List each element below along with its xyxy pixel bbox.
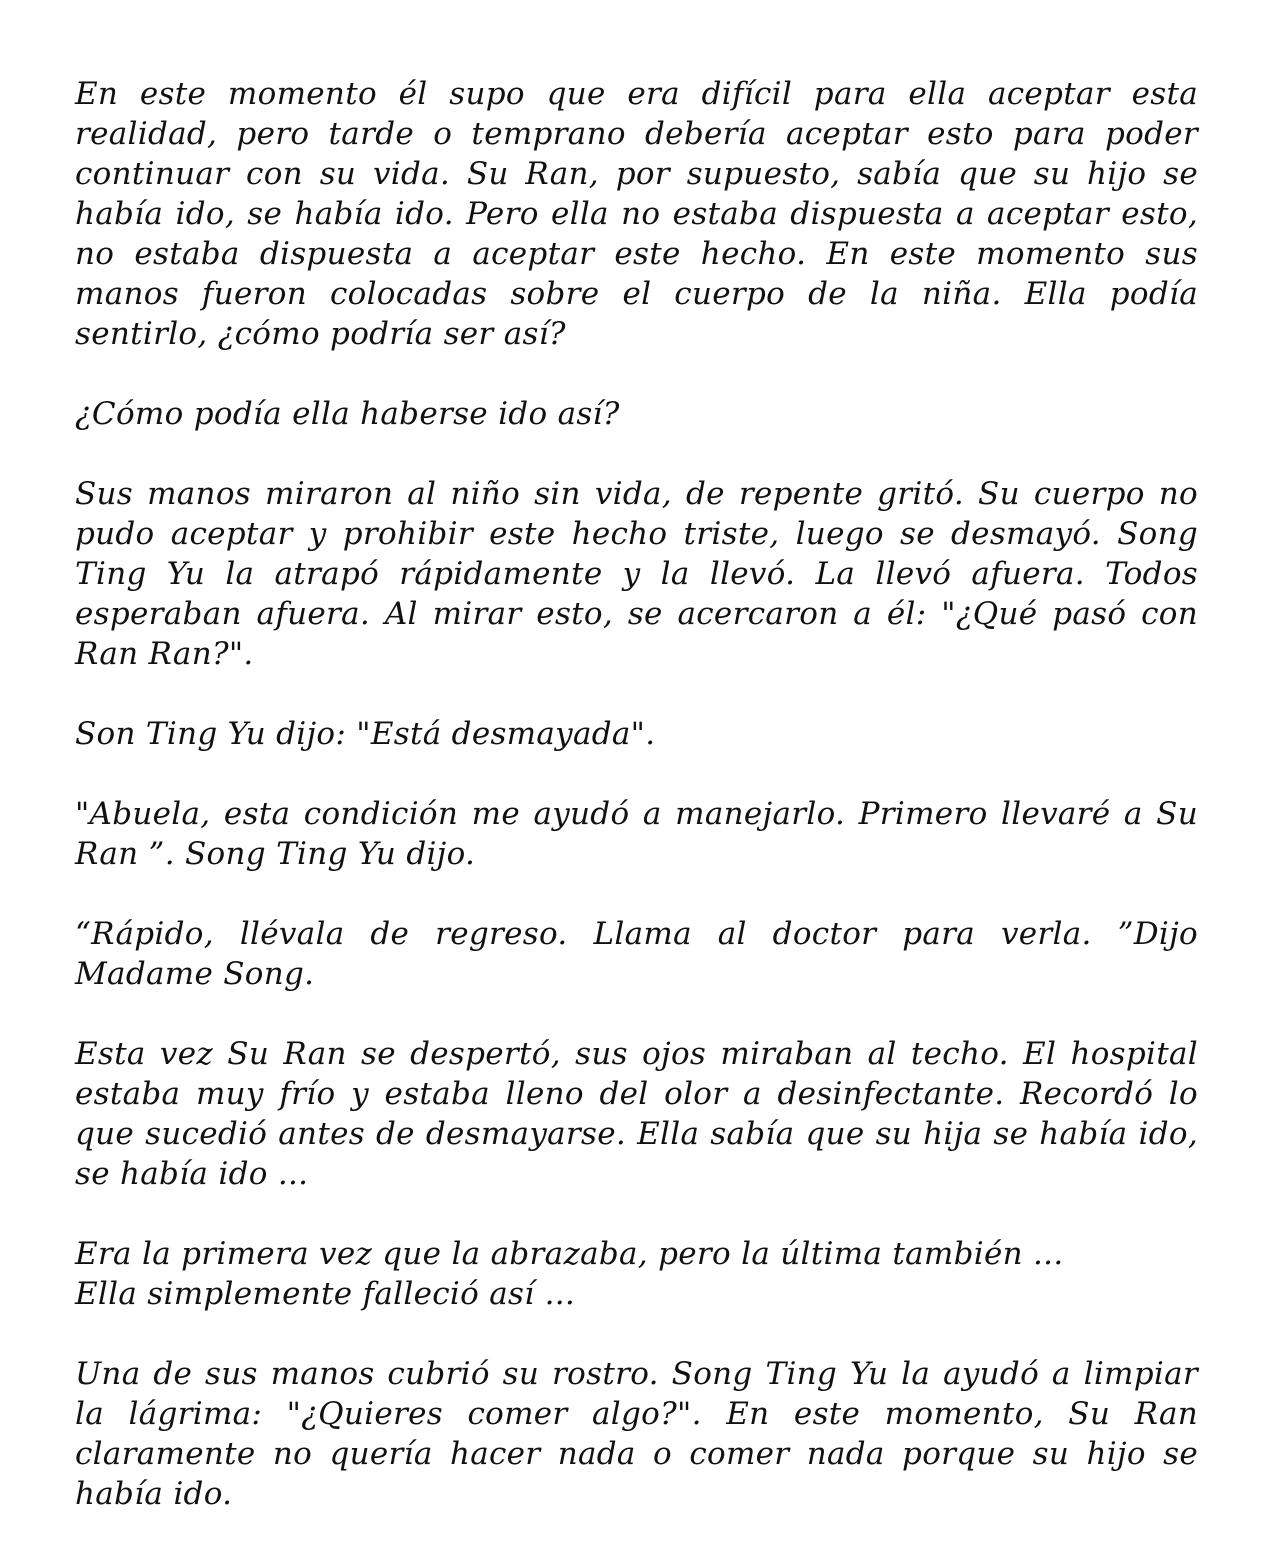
paragraph-2: ¿Cómo podía ella haberse ido así?	[75, 396, 620, 432]
paragraph-7: Esta vez Su Ran se despertó, sus ojos miraban al techo. El hospital estaba muy frío y estaba lleno del olor a desinfectante. Recordó lo que sucedió antes de desmayarse. Ella sabía que su hija se había ido, se había ido ...	[75, 1036, 1198, 1192]
paragraph-1: En este momento él supo que era difícil para ella aceptar esta realidad, pero tarde o temprano debería aceptar esto para poder continuar con su vida. Su Ran, por supuesto, sabía que su hijo se había ido, se había ido. Pero ella no estaba dispuesta a aceptar esto, no estaba dispuesta a aceptar este hecho. En este momento sus manos fueron colocadas sobre el cuerpo de la niña. Ella podía sentirlo, ¿cómo podría ser así?	[75, 76, 1198, 352]
paragraph-5: "Abuela, esta condición me ayudó a manejarlo. Primero llevaré a Su Ran ”. Song Ting Yu dijo.	[75, 796, 1198, 872]
paragraph-8: Era la primera vez que la abrazaba, pero la última también ... Ella simplemente falleció así ...	[75, 1236, 1064, 1312]
document-page	[75, 74, 1198, 1514]
paragraph-9: Una de sus manos cubrió su rostro. Song Ting Yu la ayudó a limpiar la lágrima: "¿Quieres comer algo?". En este momento, Su Ran claramente no quería hacer nada o comer nada porque su hijo se había ido.	[75, 1356, 1198, 1512]
paragraph-3: Sus manos miraron al niño sin vida, de repente gritó. Su cuerpo no pudo aceptar y prohibir este hecho triste, luego se desmayó. Song Ting Yu la atrapó rápidamente y la llevó. La llevó afuera. Todos esperaban afuera. Al mirar esto, se acercaron a él: "¿Qué pasó con Ran Ran?".	[75, 476, 1198, 672]
paragraph-6: “Rápido, llévala de regreso. Llama al doctor para verla. ”Dijo Madame Song.	[75, 916, 1198, 992]
paragraph-4: Son Ting Yu dijo: "Está desmayada".	[75, 716, 656, 752]
